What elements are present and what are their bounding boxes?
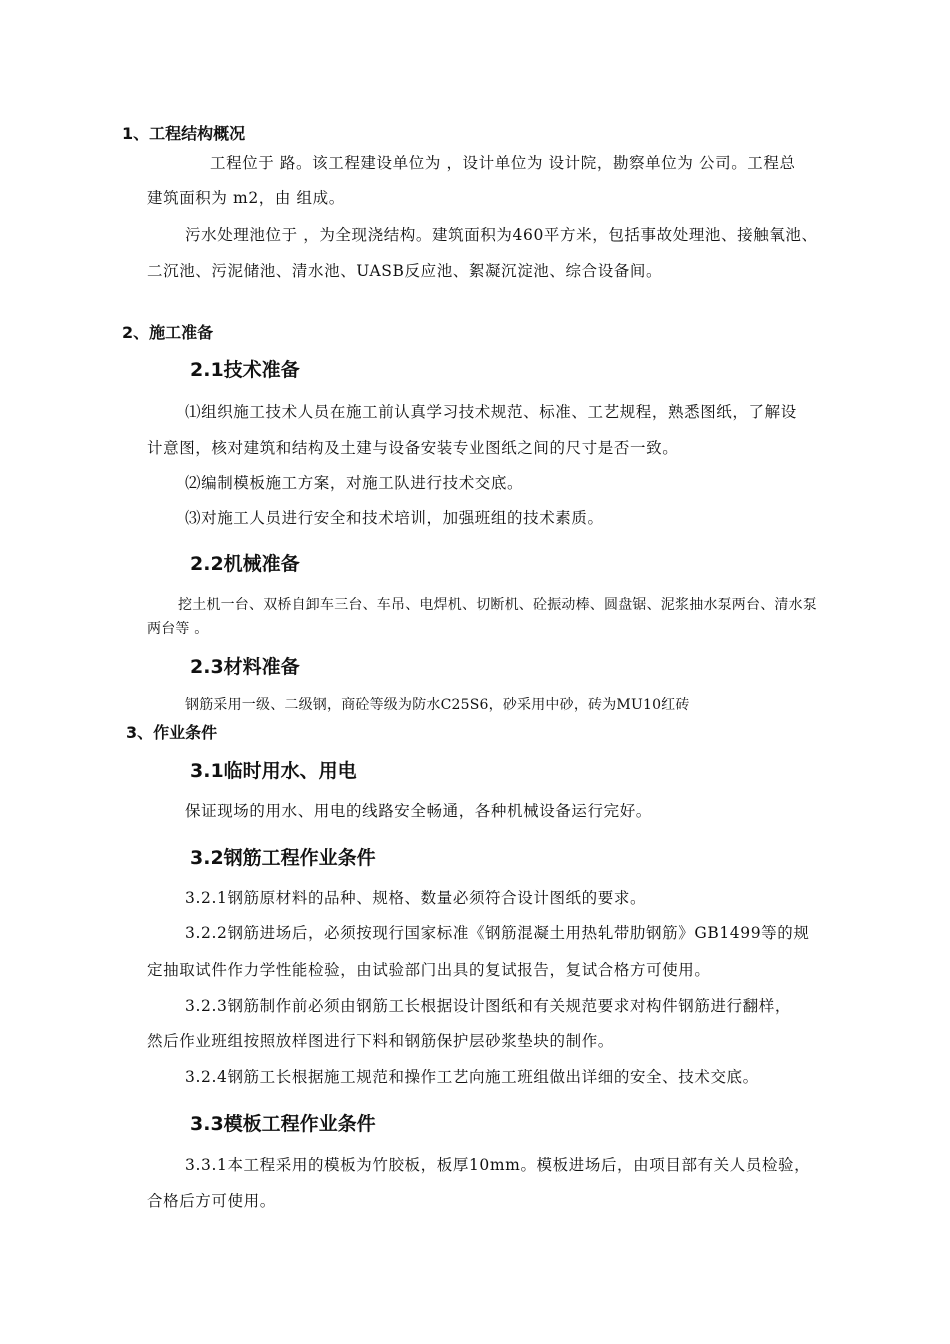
s2-1-item-1-line-2: 计意图，核对建筑和结构及土建与设备安装专业图纸之间的尺寸是否一致。 bbox=[147, 439, 679, 457]
section-2-3-heading: 2.3材料准备 bbox=[190, 656, 300, 678]
section-1-heading: 1、工程结构概况 bbox=[122, 124, 246, 143]
section-3-heading: 3、作业条件 bbox=[126, 723, 218, 742]
s2-2-line-1: 挖土机一台、双桥自卸车三台、车吊、电焊机、切断机、砼振动棒、圆盘锯、泥浆抽水泵两台、清水泵 bbox=[178, 597, 817, 613]
s2-1-item-3: ⑶对施工人员进行安全和技术培训，加强班组的技术素质。 bbox=[185, 509, 604, 527]
s3-3-item-1-line-1: 3.3.1本工程采用的模板为竹胶板，板厚10mm。模板进场后，由项目部有关人员检验， bbox=[185, 1156, 811, 1174]
s2-2-line-2: 两台等 。 bbox=[147, 621, 209, 637]
section-3-1-heading: 3.1临时用水、用电 bbox=[190, 760, 357, 782]
s1-paragraph-2-line-2: 二沉池、污泥储池、清水池、UASB反应池、絮凝沉淀池、综合设备间。 bbox=[147, 262, 663, 280]
s3-2-item-2-line-1: 3.2.2钢筋进场后，必须按现行国家标准《钢筋混凝土用热轧带肋钢筋》GB1499等的规 bbox=[185, 924, 810, 942]
s3-2-item-2-line-2: 定抽取试件作力学性能检验，由试验部门出具的复试报告，复试合格方可使用。 bbox=[147, 961, 711, 979]
section-2-1-heading: 2.1技术准备 bbox=[190, 359, 300, 381]
section-3-3-heading: 3.3模板工程作业条件 bbox=[190, 1113, 376, 1135]
s3-3-item-1-line-2: 合格后方可使用。 bbox=[147, 1192, 276, 1210]
s2-3-line-1: 钢筋采用一级、二级钢，商砼等级为防水C25S6，砂采用中砂，砖为MU10红砖 bbox=[185, 697, 690, 713]
s2-1-item-1-line-1: ⑴组织施工技术人员在施工前认真学习技术规范、标准、工艺规程，熟悉图纸，了解设 bbox=[185, 403, 797, 421]
s3-2-item-3-line-1: 3.2.3钢筋制作前必须由钢筋工长根据设计图纸和有关规范要求对构件钢筋进行翻样， bbox=[185, 997, 791, 1015]
s1-paragraph-1-line-2: 建筑面积为 m2，由 组成。 bbox=[147, 189, 345, 207]
s3-2-item-3-line-2: 然后作业班组按照放样图进行下料和钢筋保护层砂浆垫块的制作。 bbox=[147, 1032, 614, 1050]
s3-1-line-1: 保证现场的用水、用电的线路安全畅通，各种机械设备运行完好。 bbox=[185, 802, 652, 820]
s1-paragraph-2-line-1: 污水处理池位于 ，为全现浇结构。建筑面积为460平方米，包括事故处理池、接触氧池、 bbox=[185, 226, 818, 244]
section-2-2-heading: 2.2机械准备 bbox=[190, 553, 300, 575]
s3-2-item-1: 3.2.1钢筋原材料的品种、规格、数量必须符合设计图纸的要求。 bbox=[185, 889, 647, 907]
s2-1-item-2: ⑵编制模板施工方案，对施工队进行技术交底。 bbox=[185, 474, 524, 492]
section-2-heading: 2、施工准备 bbox=[122, 323, 214, 342]
section-3-2-heading: 3.2钢筋工程作业条件 bbox=[190, 847, 376, 869]
s3-2-item-4: 3.2.4钢筋工长根据施工规范和操作工艺向施工班组做出详细的安全、技术交底。 bbox=[185, 1068, 759, 1086]
s1-paragraph-1-line-1: 工程位于 路。该工程建设单位为 ，设计单位为 设计院，勘察单位为 公司。工程总 bbox=[210, 154, 796, 172]
